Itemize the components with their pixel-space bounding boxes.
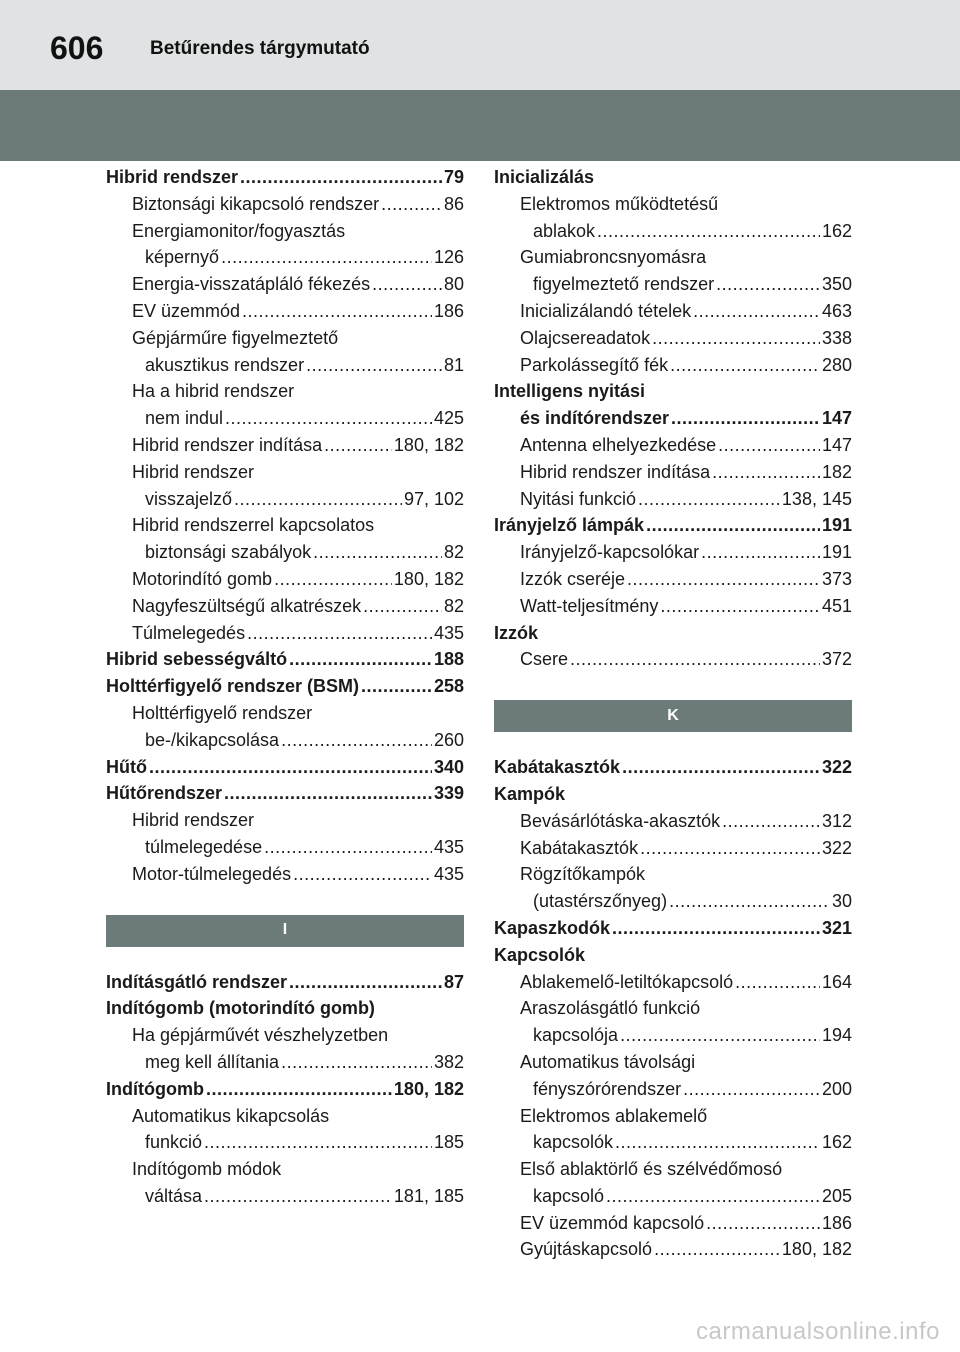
- section-letter: I: [282, 921, 288, 939]
- index-entry: [494, 405, 852, 432]
- index-entry: [106, 244, 464, 271]
- dot-leader: [363, 593, 442, 620]
- dot-leader: [221, 244, 432, 271]
- dot-leader: [289, 646, 432, 673]
- index-entry-text: Antenna elhelyezkedése: [520, 434, 717, 455]
- index-entry-page: 188: [433, 649, 464, 670]
- dot-leader: [670, 352, 820, 379]
- index-entry: [494, 620, 852, 647]
- index-entry: [106, 780, 464, 807]
- dot-leader: [324, 432, 392, 459]
- index-column-right: [494, 164, 852, 1263]
- dot-leader: [234, 486, 402, 513]
- index-entry-text: Hűtőrendszer: [106, 783, 223, 804]
- index-entry-text: visszajelző: [145, 488, 233, 509]
- index-entry-text: fényszórórendszer: [533, 1078, 682, 1099]
- index-entry-text: Motor-túlmelegedés: [132, 863, 292, 884]
- index-entry: [106, 218, 464, 245]
- dot-leader: [612, 915, 820, 942]
- index-entry: [494, 995, 852, 1022]
- dot-leader: [313, 539, 442, 566]
- index-entry-text: Izzók cseréje: [520, 568, 626, 589]
- index-entry-text: Indítógomb módok: [132, 1159, 282, 1180]
- index-entry: [106, 539, 464, 566]
- dot-leader: [264, 834, 432, 861]
- index-entry: [106, 1129, 464, 1156]
- index-entry-text: Araszolásgátló funkció: [520, 998, 701, 1019]
- index-entry: [106, 646, 464, 673]
- index-entry: [494, 486, 852, 513]
- index-entry-page: 451: [821, 595, 852, 616]
- index-entry-page: 181, 185: [393, 1185, 464, 1206]
- index-entry: [494, 325, 852, 352]
- dot-leader: [716, 271, 820, 298]
- index-entry-text: Első ablaktörlő és szélvédőmosó: [520, 1159, 783, 1180]
- index-entry-page: 339: [433, 783, 464, 804]
- index-entry-page: 81: [443, 354, 464, 375]
- index-entry: [494, 861, 852, 888]
- dot-leader: [247, 620, 432, 647]
- index-entry-text: Hibrid rendszer indítása: [132, 434, 323, 455]
- index-entry-page: 180, 182: [393, 568, 464, 589]
- index-entry: [106, 861, 464, 888]
- dot-leader: [204, 1129, 432, 1156]
- index-entry: [106, 995, 464, 1022]
- index-entry-text: biztonsági szabályok: [145, 542, 312, 563]
- index-entry: [106, 673, 464, 700]
- index-entry-text: Hibrid rendszer indítása: [520, 461, 711, 482]
- dot-leader: [671, 405, 820, 432]
- index-entry: [494, 1049, 852, 1076]
- dot-leader: [225, 405, 432, 432]
- dot-leader: [206, 1076, 392, 1103]
- index-entry: [494, 539, 852, 566]
- index-entry-text: Automatikus kikapcsolás: [132, 1105, 330, 1126]
- watermark: carmanualsonline.info: [696, 1318, 940, 1345]
- index-entry: [106, 1076, 464, 1103]
- index-entry-text: Gyújtáskapcsoló: [520, 1239, 653, 1260]
- index-entry-page: 191: [821, 515, 852, 536]
- index-entry-text: Ha a hibrid rendszer: [132, 381, 295, 402]
- index-entry: [494, 298, 852, 325]
- index-entry-text: Energia-visszatápláló fékezés: [132, 274, 371, 295]
- index-entry-text: Kabátakasztók: [494, 757, 621, 778]
- index-entry-page: 322: [821, 757, 852, 778]
- index-entry-text: Holttérfigyelő rendszer (BSM): [106, 676, 360, 697]
- index-entry-page: 382: [433, 1051, 464, 1072]
- index-entry-text: Parkolássegítő fék: [520, 354, 669, 375]
- dot-leader: [361, 673, 432, 700]
- index-entry: [106, 352, 464, 379]
- index-entry: [106, 1049, 464, 1076]
- index-entry: [106, 727, 464, 754]
- index-entry-text: akusztikus rendszer: [145, 354, 305, 375]
- index-entry-page: 185: [433, 1132, 464, 1153]
- dot-leader: [693, 298, 820, 325]
- index-entry: [494, 1183, 852, 1210]
- index-entry-page: 182: [821, 461, 852, 482]
- index-entry-text: Inicializálandó tételek: [520, 300, 692, 321]
- index-entry: [106, 486, 464, 513]
- index-entry-text: Kabátakasztók: [520, 837, 639, 858]
- index-entry-page: 87: [443, 971, 464, 992]
- dot-leader: [718, 432, 820, 459]
- index-entry-text: kapcsoló: [533, 1185, 605, 1206]
- index-entry-text: Irányjelző lámpák: [494, 515, 645, 536]
- index-entry: [494, 1210, 852, 1237]
- section-letter-bar: [106, 915, 464, 947]
- index-entry-text: Watt-teljesítmény: [520, 595, 659, 616]
- index-entry-text: Izzók: [494, 622, 539, 643]
- index-entry: [494, 352, 852, 379]
- index-entry-text: Ablakemelő-letiltókapcsoló: [520, 971, 734, 992]
- index-entry-page: 312: [821, 810, 852, 831]
- index-entry: [106, 1022, 464, 1049]
- dot-leader: [597, 218, 820, 245]
- index-entry-page: 205: [821, 1185, 852, 1206]
- index-entry-text: Hibrid rendszer: [106, 167, 239, 187]
- page-title: Betűrendes tárgymutató: [150, 38, 370, 59]
- index-entry-page: 147: [821, 434, 852, 455]
- index-entry: [106, 191, 464, 218]
- index-entry-page: 338: [821, 327, 852, 348]
- index-entry: [106, 325, 464, 352]
- index-entry-text: meg kell állítania: [145, 1051, 280, 1072]
- index-entry-page: 260: [433, 729, 464, 750]
- dot-leader: [293, 861, 432, 888]
- index-entry: [106, 807, 464, 834]
- section-letter: K: [667, 706, 679, 724]
- index-entry: [494, 1103, 852, 1130]
- dot-leader: [381, 191, 442, 218]
- index-entry-text: figyelmeztető rendszer: [533, 274, 715, 295]
- index-entry: [106, 566, 464, 593]
- index-entry-page: 30: [831, 891, 852, 912]
- index-entry: [106, 620, 464, 647]
- index-entry-page: 138, 145: [781, 488, 852, 509]
- index-entry-page: 280: [821, 354, 852, 375]
- dot-leader: [722, 808, 820, 835]
- dot-leader: [622, 754, 820, 781]
- index-entry-text: be-/kikapcsolása: [145, 729, 280, 750]
- index-entry-text: Gumiabroncsnyomásra: [520, 247, 707, 268]
- dot-leader: [570, 646, 820, 673]
- index-entry-text: Biztonsági kikapcsoló rendszer: [132, 193, 380, 214]
- index-entry-page: 162: [821, 1132, 852, 1153]
- index-entry-text: kapcsolója: [533, 1025, 619, 1046]
- index-entry-text: kapcsolók: [533, 1132, 614, 1153]
- index-entry-page: 435: [433, 863, 464, 884]
- index-entry-text: Irányjelző-kapcsolókar: [520, 542, 700, 563]
- index-entry-page: 180, 182: [393, 1078, 464, 1099]
- index-entry-page: 82: [443, 542, 464, 563]
- index-entry-page: 425: [433, 408, 464, 429]
- index-entry: [494, 566, 852, 593]
- index-entry: [106, 512, 464, 539]
- index-group-left-1: [106, 164, 464, 888]
- index-entry-text: Intelligens nyitási: [494, 381, 646, 402]
- dot-leader: [640, 835, 820, 862]
- index-entry-text: Motorindító gomb: [132, 568, 273, 589]
- index-entry-page: 372: [821, 649, 852, 670]
- index-entry-page: 147: [821, 408, 852, 429]
- dot-leader: [660, 593, 820, 620]
- index-entry-text: Hibrid rendszer: [132, 461, 255, 482]
- index-entry-text: Indítógomb (motorindító gomb): [106, 998, 375, 1019]
- index-entry: [494, 164, 852, 191]
- index-entry: [494, 781, 852, 808]
- index-entry-text: váltása: [145, 1185, 203, 1206]
- dot-leader: [683, 1076, 820, 1103]
- index-entry-text: EV üzemmód kapcsoló: [520, 1212, 705, 1233]
- index-entry-page: 322: [821, 837, 852, 858]
- dot-leader: [149, 754, 432, 781]
- index-column-left: [106, 164, 464, 1210]
- index-entry: [106, 271, 464, 298]
- index-entry-page: 180, 182: [393, 434, 464, 455]
- index-entry: [106, 1103, 464, 1130]
- index-entry-text: Indítógomb: [106, 1078, 204, 1099]
- index-entry: [494, 1236, 852, 1263]
- dot-leader: [372, 271, 442, 298]
- index-entry: [494, 1156, 852, 1183]
- index-group-left-2: [106, 969, 464, 1210]
- index-entry-page: 97, 102: [403, 488, 464, 509]
- index-entry-text: Hibrid rendszer: [132, 810, 255, 831]
- dot-leader: [281, 727, 432, 754]
- index-entry-text: funkció: [145, 1132, 203, 1153]
- index-entry: [494, 942, 852, 969]
- index-entry-page: 350: [821, 274, 852, 295]
- index-entry-text: Kapaszkodók: [494, 917, 611, 938]
- index-entry-page: 435: [433, 836, 464, 857]
- index-entry-text: Ha gépjárművét vészhelyzetben: [132, 1025, 389, 1046]
- dot-leader: [654, 1236, 780, 1263]
- index-entry: [494, 835, 852, 862]
- dot-leader: [615, 1129, 820, 1156]
- index-entry: [494, 888, 852, 915]
- index-entry-text: Hibrid rendszerrel kapcsolatos: [132, 515, 375, 536]
- index-entry-page: 463: [821, 300, 852, 321]
- index-entry: [494, 459, 852, 486]
- index-entry-text: Elektromos ablakemelő: [520, 1105, 708, 1126]
- index-entry: [494, 1022, 852, 1049]
- dot-leader: [646, 512, 820, 539]
- dot-leader: [627, 566, 820, 593]
- index-entry-text: nem indul: [145, 408, 224, 429]
- index-entry: [106, 164, 464, 191]
- index-entry-page: 191: [821, 542, 852, 563]
- index-entry: [494, 432, 852, 459]
- index-entry-text: Indításgátló rendszer: [106, 971, 288, 992]
- dot-leader: [281, 1049, 432, 1076]
- dot-leader: [240, 164, 442, 191]
- index-entry-text: Holttérfigyelő rendszer: [132, 702, 313, 723]
- dot-leader: [224, 780, 432, 807]
- index-entry: [106, 459, 464, 486]
- index-entry: [494, 512, 852, 539]
- page-number: 606: [50, 30, 104, 66]
- index-entry-page: 80: [443, 274, 464, 295]
- index-entry-page: 435: [433, 622, 464, 643]
- index-entry-page: 180, 182: [781, 1239, 852, 1260]
- index-entry-text: Olajcsereadatok: [520, 327, 651, 348]
- index-entry-text: Inicializálás: [494, 167, 595, 187]
- header-bar: [0, 0, 960, 90]
- dot-leader: [306, 352, 442, 379]
- index-entry-page: 258: [433, 676, 464, 697]
- index-entry: [106, 593, 464, 620]
- dot-leader: [620, 1022, 820, 1049]
- index-entry: [106, 969, 464, 996]
- index-entry-text: Nagyfeszültségű alkatrészek: [132, 595, 362, 616]
- dot-leader: [735, 969, 820, 996]
- dot-leader: [242, 298, 432, 325]
- index-entry-text: Automatikus távolsági: [520, 1051, 696, 1072]
- index-entry-text: Elektromos működtetésű: [520, 193, 719, 214]
- index-entry-page: 162: [821, 220, 852, 241]
- index-entry: [494, 244, 852, 271]
- index-entry-text: Bevásárlótáska-akasztók: [520, 810, 721, 831]
- index-entry-page: 321: [821, 917, 852, 938]
- dot-leader: [289, 969, 442, 996]
- index-entry-text: és indítórendszer: [520, 408, 670, 429]
- index-entry: [106, 700, 464, 727]
- index-entry: [494, 378, 852, 405]
- index-entry-text: Hűtő: [106, 756, 147, 777]
- index-entry-text: képernyő: [145, 247, 220, 268]
- index-entry-page: 200: [821, 1078, 852, 1099]
- index-entry-text: túlmelegedése: [145, 836, 263, 857]
- index-entry-page: 86: [443, 193, 464, 214]
- dot-leader: [712, 459, 820, 486]
- dot-leader: [204, 1183, 392, 1210]
- index-entry: [106, 432, 464, 459]
- index-entry: [494, 593, 852, 620]
- index-entry: [494, 754, 852, 781]
- index-entry: [106, 834, 464, 861]
- index-entry-text: Kapcsolók: [494, 944, 586, 965]
- index-entry-page: 340: [433, 756, 464, 777]
- index-entry: [494, 218, 852, 245]
- index-entry-text: Túlmelegedés: [132, 622, 246, 643]
- index-entry-text: Hibrid sebességváltó: [106, 649, 288, 670]
- index-entry-page: 186: [433, 300, 464, 321]
- index-entry-page: 164: [821, 971, 852, 992]
- index-entry: [106, 405, 464, 432]
- index-entry: [494, 969, 852, 996]
- header-band: [0, 90, 960, 161]
- index-entry: [494, 271, 852, 298]
- dot-leader: [606, 1183, 820, 1210]
- index-entry: [106, 754, 464, 781]
- index-entry: [106, 378, 464, 405]
- index-entry: [106, 1156, 464, 1183]
- index-entry-text: Rögzítőkampók: [520, 864, 646, 885]
- index-entry-text: Energiamonitor/fogyasztás: [132, 220, 346, 241]
- index-entry-text: ablakok: [533, 220, 596, 241]
- index-entry-text: Gépjárműre figyelmeztető: [132, 327, 339, 348]
- index-entry: [494, 1129, 852, 1156]
- index-entry-page: 126: [433, 247, 464, 268]
- dot-leader: [669, 888, 830, 915]
- index-entry-page: 373: [821, 568, 852, 589]
- dot-leader: [274, 566, 392, 593]
- dot-leader: [706, 1210, 820, 1237]
- dot-leader: [652, 325, 820, 352]
- index-entry-text: Csere: [520, 649, 569, 670]
- dot-leader: [701, 539, 820, 566]
- index-entry-page: 186: [821, 1212, 852, 1233]
- index-entry-text: Nyitási funkció: [520, 488, 637, 509]
- index-entry-text: EV üzemmód: [132, 300, 241, 321]
- index-entry: [494, 915, 852, 942]
- index-entry: [494, 191, 852, 218]
- index-entry-text: Kampók: [494, 783, 566, 804]
- dot-leader: [638, 486, 780, 513]
- index-entry-page: 194: [821, 1025, 852, 1046]
- index-group-right-2: [494, 754, 852, 1263]
- index-entry-text: (utastérszőnyeg): [533, 891, 668, 912]
- index-entry: [494, 1076, 852, 1103]
- index-group-right-1: [494, 164, 852, 673]
- index-entry: [106, 1183, 464, 1210]
- section-letter-bar: [494, 700, 852, 732]
- index-entry: [494, 808, 852, 835]
- index-entry-page: 82: [443, 595, 464, 616]
- index-entry: [494, 646, 852, 673]
- index-entry: [106, 298, 464, 325]
- index-entry-page: 79: [443, 167, 464, 187]
